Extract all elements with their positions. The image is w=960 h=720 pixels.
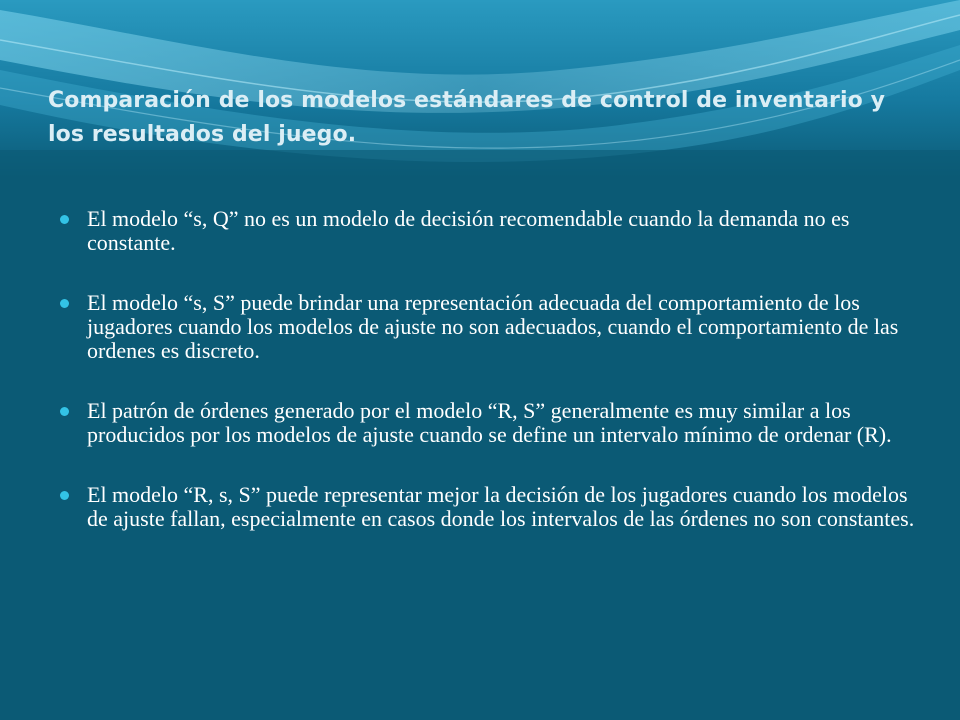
bullet-item <box>60 399 920 447</box>
slide-title: Comparación de los modelos estándares de control de inventario y los resultados del juego. <box>48 88 886 147</box>
bullet-dot-icon <box>60 491 69 500</box>
bullet-list <box>60 207 920 567</box>
bullet-item <box>60 207 920 255</box>
bullet-dot-icon <box>60 299 69 308</box>
bullet-text: El patrón de órdenes generado por el modelo “R, S” generalmente es muy similar a los producidos por los modelos de ajuste cuando se define un intervalo mínimo de ordenar (R). <box>87 398 892 447</box>
bullet-dot-icon <box>60 407 69 416</box>
bullet-item <box>60 483 920 531</box>
bullet-text: El modelo “s, S” puede brindar una representación adecuada del comportamiento de los jugadores cuando los modelos de ajuste no son adecuados, cuando el comportamiento de las ordenes es discreto. <box>87 290 899 363</box>
bullet-text: El modelo “R, s, S” puede representar mejor la decisión de los jugadores cuando los modelos de ajuste fallan, especialmente en casos donde los intervalos de las órdenes no son constantes. <box>87 482 915 531</box>
bullet-text: El modelo “s, Q” no es un modelo de decisión recomendable cuando la demanda no es constante. <box>87 206 850 255</box>
bullet-dot-icon <box>60 215 69 224</box>
bullet-item <box>60 291 920 363</box>
